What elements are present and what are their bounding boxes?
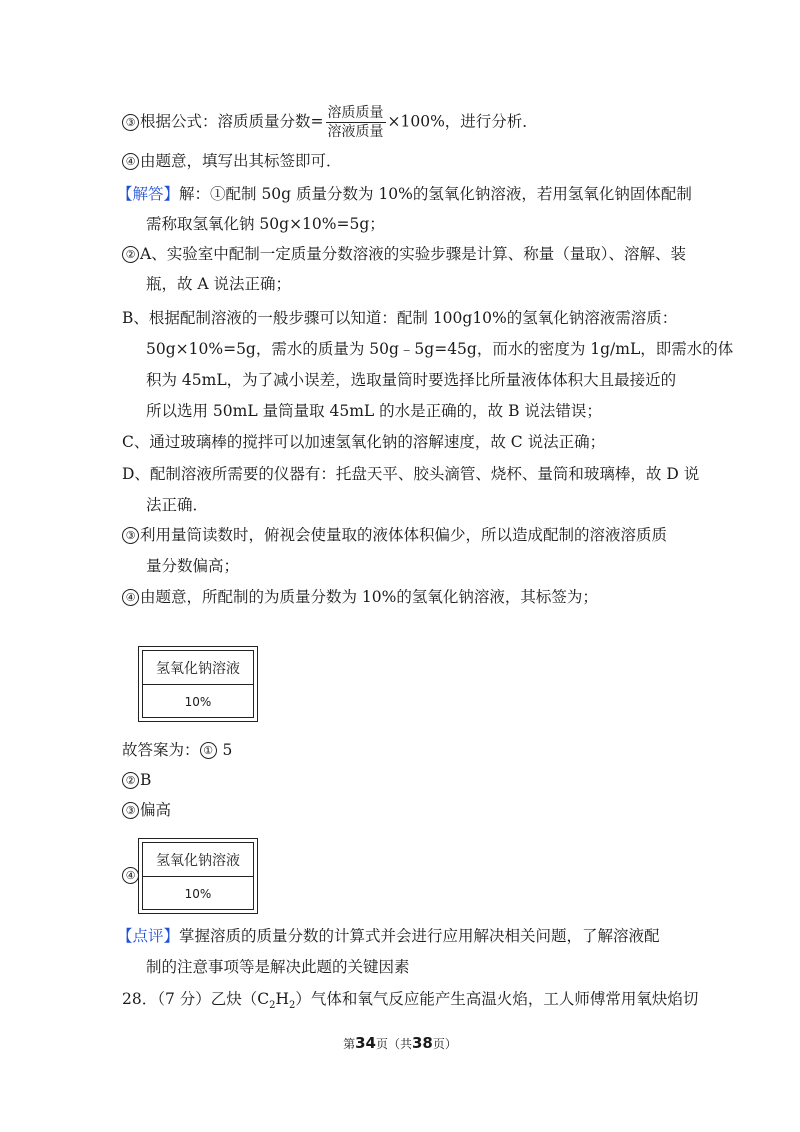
text-line: 50g×10%=5g，需水的质量为 50g﹣5g=45g，而水的密度为 1g/mL，即需水的体: [146, 340, 734, 358]
reagent-label: [138, 646, 258, 722]
text-line: 需称取氢氧化钠 50g×10%=5g；: [146, 215, 385, 233]
circled-number: ③: [122, 114, 139, 131]
text-line: B、根据配制溶液的一般步骤可以知道：配制 100g10%的氢氧化钠溶液需溶质：: [122, 309, 678, 327]
label-name: 氢氧化钠溶液: [143, 651, 253, 685]
text-line: 积为 45mL，为了减小误差，选取量筒时要选择比所量液体体积大且最接近的: [146, 371, 677, 389]
text-line: D、配制溶液所需要的仪器有：托盘天平、胶头滴管、烧杯、量筒和玻璃棒，故 D 说: [122, 465, 700, 483]
review-line: 【点评】掌握溶质的质量分数的计算式并会进行应用解决相关问题，了解溶液配: [117, 927, 660, 945]
text-line: 法正确．: [146, 496, 209, 514]
text-line: 量分数偏高；: [146, 557, 240, 575]
question-28: 28．（7 分）乙炔$(C_2H_2)$气体和氧气反应能产生高温火焰，工人师傅常用氧炔焰切: [122, 990, 699, 1012]
answer-line: 【解答】解：①配制 50g 质量分数为 10%的氢氧化钠溶液，若用氢氧化钠固体配制: [117, 185, 692, 203]
answer-summary: 故答案为： ① 5: [122, 741, 233, 759]
formula-line: ③ 根据公式：溶质质量分数= $\frac{\text{溶质质量}}{\text{溶液质量}}$ ×100%，进行分析．: [122, 104, 538, 141]
label-value: 10%: [184, 694, 212, 709]
answer-item: ② B: [122, 769, 151, 791]
answer-item: ③ 偏高: [122, 799, 171, 821]
text-line: ③ 利用量筒读数时，俯视会使量取的液体体积偏少，所以造成配制的溶液溶质质: [122, 524, 667, 546]
text-line: ④ 由题意，所配制的为质量分数为 10%的氢氧化钠溶液，其标签为；: [122, 586, 598, 608]
review-tag: 【点评】: [117, 927, 180, 945]
text-line: 制的注意事项等是解决此题的关键因素: [146, 958, 410, 976]
text-line: 所以选用 50mL 量筒量取 45mL 的水是正确的，故 B 说法错误；: [146, 402, 602, 420]
text-line: ④ 由题意，填写出其标签即可．: [122, 150, 342, 172]
text-line: 瓶，故 A 说法正确；: [146, 275, 292, 293]
text-line: ② A、实验室中配制一定质量分数溶液的实验步骤是计算、称量（量取）、溶解、装: [122, 243, 686, 265]
answer-tag: 【解答】: [117, 185, 180, 203]
text-line: C、通过玻璃棒的搅拌可以加速氢氧化钠的溶解速度，故 C 说法正确；: [122, 433, 606, 451]
page-footer: 第34页（共38页）: [343, 1034, 457, 1052]
reagent-label: 氢氧化钠溶液 10%: [138, 838, 258, 914]
answer-item: ④: [122, 864, 140, 886]
fraction: $\frac{\text{溶质质量}}{\text{溶液质量}}$: [327, 105, 384, 140]
